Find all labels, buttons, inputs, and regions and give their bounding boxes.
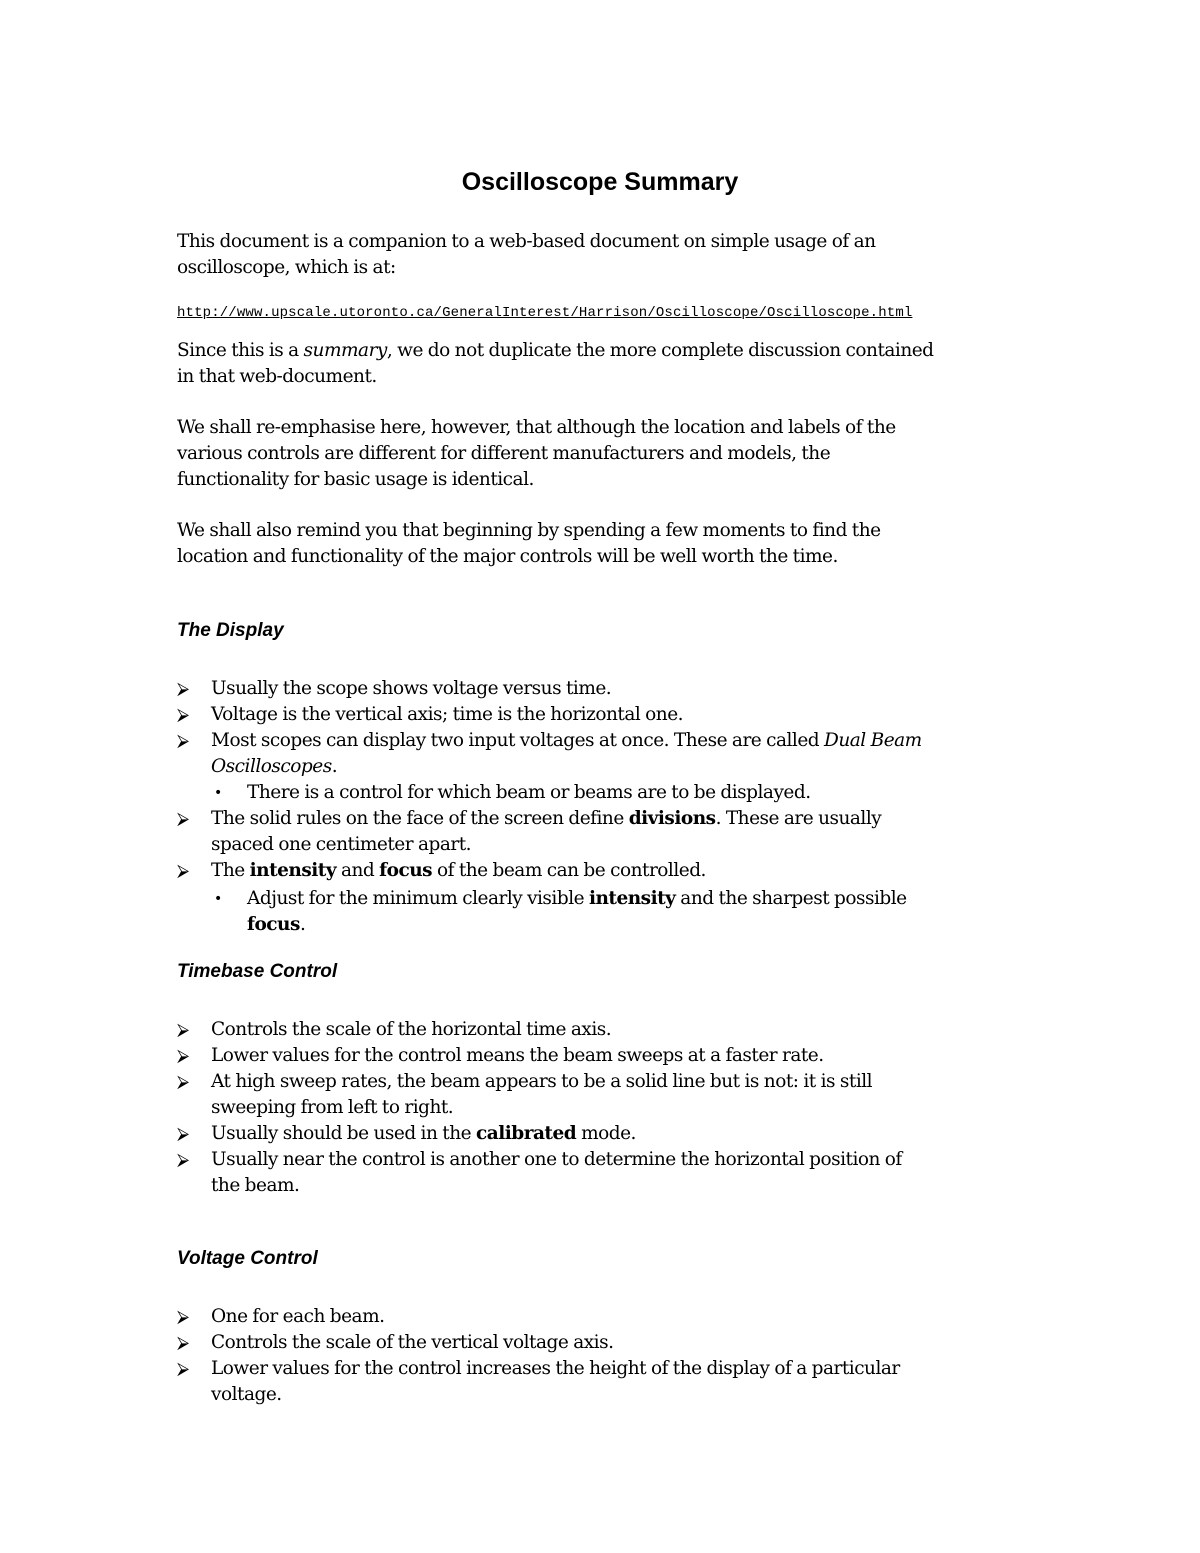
emphasis-paragraph-line-2: various controls are different for different manufacturers and models, the (177, 443, 831, 464)
arrow-bullet-icon: ⮚ (177, 1046, 190, 1066)
emphasis-summary: summary (303, 340, 387, 361)
strong-intensity: intensity (249, 860, 337, 881)
dot-bullet-icon: • (214, 785, 223, 801)
timebase-bullet-4 (211, 1121, 636, 1147)
text-run: Adjust for the minimum clearly visible (247, 888, 589, 909)
summary-paragraph-line-2: in that web-document. (177, 366, 377, 387)
summary-paragraph-line-1 (177, 338, 934, 364)
intro-line-1: This document is a companion to a web-based document on simple usage of an (177, 231, 876, 252)
display-bullet-4-line-2: spaced one centimeter apart. (211, 834, 472, 855)
text-run: . (299, 914, 306, 935)
remind-paragraph-line-1: We shall also remind you that beginning by spending a few moments to find the (177, 520, 881, 541)
text-run: and (336, 860, 380, 881)
voltage-bullet-3-line-1: Lower values for the control increases the height of the display of a particular (211, 1358, 900, 1379)
arrow-bullet-icon: ⮚ (177, 731, 190, 751)
strong-calibrated: calibrated (475, 1123, 577, 1144)
timebase-bullet-5-line-1: Usually near the control is another one to determine the horizontal position of (211, 1149, 902, 1170)
text-run: mode. (576, 1123, 636, 1144)
timebase-bullet-5-line-2: the beam. (211, 1175, 300, 1196)
text-run: . (331, 756, 338, 777)
emphasis-oscilloscopes: Oscilloscopes (211, 756, 332, 777)
text-run: Since this is a (177, 340, 304, 361)
intro-line-2: oscilloscope, which is at: (177, 257, 396, 278)
display-bullet-2: Voltage is the vertical axis; time is the horizontal one. (211, 704, 684, 725)
display-bullet-4-line-1 (211, 806, 881, 832)
text-run: , we do not duplicate the more complete discussion contained (386, 340, 934, 361)
section-heading-timebase: Timebase Control (177, 961, 338, 982)
timebase-bullet-3-line-1: At high sweep rates, the beam appears to be a solid line but is not: it is still (211, 1071, 873, 1092)
display-bullet-5 (211, 858, 706, 884)
arrow-bullet-icon: ⮚ (177, 679, 190, 699)
text-run: The (211, 860, 250, 881)
voltage-bullet-1: One for each beam. (211, 1306, 385, 1327)
text-run: of the beam can be controlled. (432, 860, 706, 881)
display-subbullet-2-line-1 (247, 886, 907, 912)
arrow-bullet-icon: ⮚ (177, 1072, 190, 1092)
arrow-bullet-icon: ⮚ (177, 1359, 190, 1379)
voltage-bullet-2: Controls the scale of the vertical voltage axis. (211, 1332, 614, 1353)
display-subbullet-1: There is a control for which beam or beams are to be displayed. (247, 782, 811, 803)
text-run: and the sharpest possible (675, 888, 907, 909)
dot-bullet-icon: • (214, 891, 223, 907)
reference-link[interactable]: http://www.upscale.utoronto.ca/GeneralInterest/Harrison/Oscilloscope/Oscilloscope.html (177, 305, 913, 321)
text-run: . These are usually (715, 808, 882, 829)
arrow-bullet-icon: ⮚ (177, 1020, 190, 1040)
arrow-bullet-icon: ⮚ (177, 1150, 190, 1170)
remind-paragraph-line-2: location and functionality of the major controls will be well worth the time. (177, 546, 838, 567)
voltage-bullet-3-line-2: voltage. (211, 1384, 282, 1405)
strong-divisions: divisions (628, 808, 716, 829)
display-bullet-3-line-1 (211, 728, 922, 754)
arrow-bullet-icon: ⮚ (177, 1333, 190, 1353)
arrow-bullet-icon: ⮚ (177, 1307, 190, 1327)
text-run: Most scopes can display two input voltages at once. These are called (211, 730, 825, 751)
strong-intensity: intensity (588, 888, 676, 909)
strong-focus: focus (379, 860, 433, 881)
timebase-bullet-2: Lower values for the control means the beam sweeps at a faster rate. (211, 1045, 824, 1066)
section-heading-display: The Display (177, 620, 284, 641)
arrow-bullet-icon: ⮚ (177, 809, 190, 829)
page-title: Oscilloscope Summary (461, 168, 739, 196)
emphasis-dual-beam: Dual Beam (824, 730, 922, 751)
display-bullet-1: Usually the scope shows voltage versus time. (211, 678, 612, 699)
arrow-bullet-icon: ⮚ (177, 1124, 190, 1144)
section-heading-voltage: Voltage Control (177, 1248, 318, 1269)
timebase-bullet-1: Controls the scale of the horizontal time axis. (211, 1019, 612, 1040)
emphasis-paragraph-line-1: We shall re-emphasise here, however, that although the location and labels of the (177, 417, 896, 438)
strong-focus: focus (247, 914, 300, 935)
arrow-bullet-icon: ⮚ (177, 705, 190, 725)
text-run: Usually should be used in the (211, 1123, 476, 1144)
display-subbullet-2-line-2 (247, 912, 305, 938)
emphasis-paragraph-line-3: functionality for basic usage is identical. (177, 469, 534, 490)
timebase-bullet-3-line-2: sweeping from left to right. (211, 1097, 454, 1118)
text-run: The solid rules on the face of the screen define (211, 808, 629, 829)
arrow-bullet-icon: ⮚ (177, 861, 190, 881)
display-bullet-3-line-2 (211, 754, 337, 780)
